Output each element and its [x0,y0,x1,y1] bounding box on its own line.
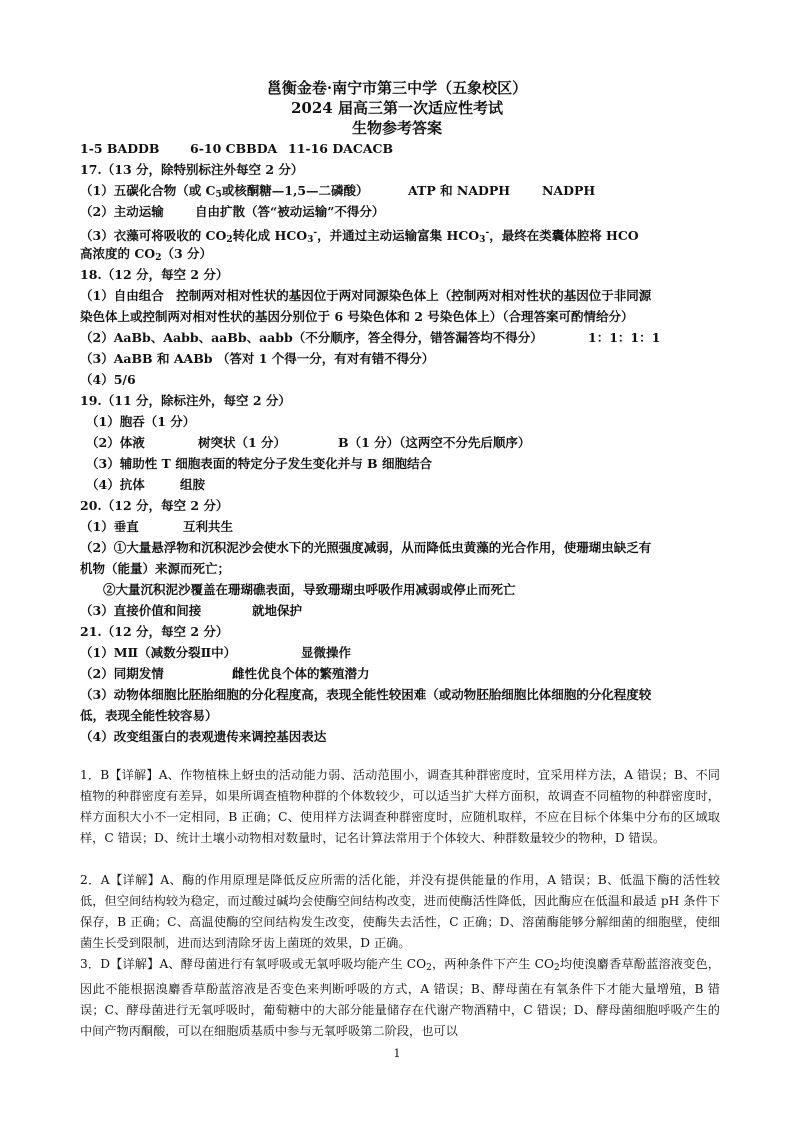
q19-2-answer-c: B（1 分）（这两空不分先后顺序） [338,435,531,450]
q20-part2-line3: ②大量沉积泥沙覆盖在珊瑚礁表面，导致珊瑚虫呼吸作用减弱或停止而死亡 [103,582,516,597]
doc-title-line3: 生物参考答案 [351,119,442,137]
mc-answer-1-5: 1-5 BADDB [80,141,160,156]
q17-part3-line1: （3）衣藻可将吸收的 $CO_2$转化成 $HCO_3^-$，并通过主动运输富集 $HCO_3^-$，最终在类囊体腔将 HCO [80,228,639,245]
q18-2-answer-b: 1：1：1：1 [588,330,661,345]
q19-2-answer-a: （2）体液 [86,435,145,450]
q20-part2-line1: （2）①大量悬浮物和沉积泥沙会使水下的光照强度减弱，从而降低虫黄藻的光合作用，使珊瑚虫缺乏有 [80,540,652,555]
q18-part4: （4）5/6 [80,372,136,387]
q17-2-answer-a: （2）主动运输 [80,204,164,219]
q21-1-answer-a: （1）MⅡ（减数分裂Ⅱ中） [80,645,237,660]
q20-part2-line2: 机物（能量）来源而死亡； [80,561,231,576]
q19-4-answer-a: （4）抗体 [86,477,145,492]
q19-header: 19.（11 分，除标注外，每空 2 分） [80,393,291,408]
q21-1-answer-b: 显微操作 [301,645,352,660]
q20-3-answer-a: （3）直接价值和间接 [80,603,202,618]
q17-header: 17.（13 分，除特别标注外每空 2 分） [80,162,304,177]
q20-3-answer-b: 就地保护 [252,603,303,618]
page-number: 1 [393,1047,401,1060]
q17-1-answer-c: NADPH [542,183,596,198]
q18-part1-line2: 染色体上或控制两对相对性状的基因分别位于 6 号染色体和 2 号染色体上）（合理答案可酌情给分） [80,309,634,324]
q19-2-answer-b: 树突状（1 分） [198,435,287,450]
explanation-3: 3．D【详解】A、酵母菌进行有氧呼吸或无氧呼吸均能产生 $CO_2$，两种条件下产生 $CO_2$均使溴麝香草酚蓝溶液变色，因此不能根据溴麝香草酚蓝溶液是否变色来判断呼吸的方式，A 错误；B、酵母菌在有氧条件下才能大量增殖，B 错误；C、酵母菌进行无氧呼吸时，葡萄糖中的大部分能量储存在代谢产物酒精中，C 错误；D、酵母菌细胞呼吸产生的中间产物丙酮酸，可以在细胞质基质中参与无氧呼吸第二阶段，也可以 [80,957,720,1038]
q20-header: 20.（12 分，每空 2 分） [80,498,229,513]
q21-part3-line2: 低，表现全能性较容易） [80,708,218,723]
q20-1-answer-b: 互利共生 [183,519,234,534]
q17-1-answer-a: （1）五碳化合物（或 $C_5$或核酮糖—1,5—二磷酸） [80,183,369,200]
q19-part1: （1）胞吞（1 分） [86,414,196,429]
q18-2-answer-a: （2）AaBb、Aabb、aaBb、aabb（不分顺序，答全得分，错答漏答均不得分） [80,330,543,345]
q18-part1-line1: （1）自由组合 控制两对相对性状的基因位于两对同源染色体上（控制两对相对性状的基因位于非同源 [80,288,652,303]
q21-2-answer-b: 雌性优良个体的繁殖潜力 [232,666,370,681]
q18-header: 18.（12 分，每空 2 分） [80,267,229,282]
mc-answer-6-10: 6-10 CBBDA [190,141,278,156]
mc-answer-11-16: 11-16 DACACB [288,141,394,156]
q17-part3-line2: 高浓度的 $CO_2(3$ 分） [80,246,213,263]
q20-1-answer-a: （1）垂直 [80,519,139,534]
q21-2-answer-a: （2）同期发情 [80,666,164,681]
q17-2-answer-b: 自由扩散（答“被动运输”不得分） [195,204,385,219]
q19-4-answer-b: 组胺 [180,477,206,492]
q18-part3: （3）AaBB 和 AABb （答对 1 个得一分，有对有错不得分） [80,351,435,366]
doc-title-line2: 2024 届高三第一次适应性考试 [291,99,503,117]
q21-part3-line1: （3）动物体细胞比胚胎细胞的分化程度高，表现全能性较困难（或动物胚胎细胞比体细胞的分化程度较 [80,687,652,702]
explanation-2: 2．A【详解】A、酶的作用原理是降低反应所需的活化能，并没有提供能量的作用，A 错误；B、低温下酶的活性较低，但空间结构较为稳定，而过酸过碱均会使酶空间结构改变，进而使酶活性降低，因此酶应在低温和最适 pH 条件下保存，B 正确；C、高温使酶的空间结构发生改变，使酶失去活性，C 正确；D、溶菌酶能够分解细菌的细胞壁，使细菌生长受到限制，进而达到清除牙齿上菌斑的效果，D 正确。 [80,873,720,950]
q19-part3: （3）辅助性 T 细胞表面的特定分子发生变化并与 B 细胞结合 [86,456,432,471]
q21-part4: （4）改变组蛋白的表观遗传来调控基因表达 [80,729,327,744]
q17-1-answer-b: ATP 和 NADPH [408,183,511,198]
doc-title-line1: 邕衡金卷·南宁市第三中学（五象校区） [266,79,528,97]
explanation-1: 1．B【详解】A、作物植株上蚜虫的活动能力弱、活动范围小，调查其种群密度时，宜采用样方法，A 错误；B、不同植物的种群密度有差异，如果所调查植物种群的个体数较少，可以适当扩大样方面积，故调查不同植物的种群密度时，样方面积大小不一定相同，B 正确；C、使用样方法调查种群密度时，应随机取样，不应在目标个体集中分布的区域取样，C 错误；D、统计土壤小动物相对数量时，记名计算法常用于个体较大、种群数量较少的物种，D 错误。 [80,768,720,845]
q21-header: 21.（12 分，每空 2 分） [80,624,229,639]
